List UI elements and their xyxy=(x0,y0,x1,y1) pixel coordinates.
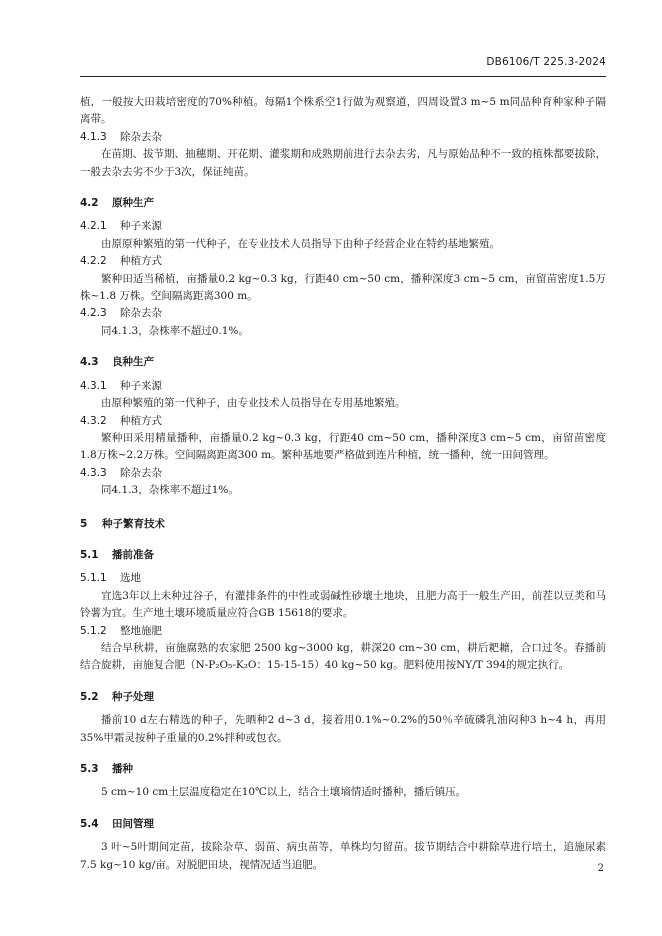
clause-body: 同4.1.3，杂株率不超过0.1%。 xyxy=(101,324,249,337)
clause-body: 宜选3年以上未种过谷子，有灌排条件的中性或弱碱性砂壤土地块，且肥力高于一般生产田，前茬以豆类和马铃薯为宜。生产地土壤环境质量应符合GB 15618的要求。 xyxy=(80,589,606,620)
clause-title: 种植方式 xyxy=(120,255,162,268)
chapter-5 xyxy=(80,516,606,533)
clause-body: 繁种田采用精量播种，亩播量0.2 kg~0.3 kg，行距40 cm~50 cm，播种深度3 cm~5 cm，亩留苗密度1.8万株~2.2万株。空间隔离距离300 m。繁种基地要严格做到连片种植，统一播种，统一田间管理。 xyxy=(80,431,606,462)
clause-4-2-3 xyxy=(80,305,606,322)
chapter-title: 种子繁育技术 xyxy=(102,517,165,530)
page-content xyxy=(80,94,606,874)
clause-4-1-3 xyxy=(80,129,606,146)
clause-5-1-2 xyxy=(80,623,606,640)
section-4-2 xyxy=(80,195,606,212)
document-code: DB6106/T 225.3-2024 xyxy=(486,56,606,68)
clause-title: 除杂去杂 xyxy=(120,307,162,320)
clause-number: 4.3.1 xyxy=(80,379,107,392)
section-number: 5.4 xyxy=(80,817,99,830)
clause-number: 4.3.2 xyxy=(80,414,107,427)
page-number: 2 xyxy=(597,863,604,874)
section-number: 5.3 xyxy=(80,763,99,775)
clause-number: 5.1.1 xyxy=(80,572,107,585)
section-body: 播前10 d左右精选的种子，先晒种2 d~3 d，接着用0.1%~0.2%的50％辛硫磷乳油闷种3 h~4 h，再用35%甲霜灵按种子重量的0.2%拌种或包衣。 xyxy=(80,714,606,744)
clause-4-3-2 xyxy=(80,413,606,430)
section-title: 播前准备 xyxy=(112,548,154,561)
section-5-1 xyxy=(80,547,606,564)
header-rule xyxy=(80,76,606,77)
clause-4-3-3 xyxy=(80,465,606,482)
section-number: 4.2 xyxy=(80,197,99,210)
clause-number: 4.2.3 xyxy=(80,307,107,320)
section-5-2 xyxy=(80,689,606,706)
section-title: 田间管理 xyxy=(112,817,154,830)
paragraph: 植，一般按大田栽培密度的70%种植。每隔1个株系空1行做为观察道，四周设置3 m~5 m同品种育种家种子隔离带。 xyxy=(80,96,606,126)
clause-body: 由原原种繁殖的第一代种子，在专业技术人员指导下由种子经营企业在特约基地繁殖。 xyxy=(101,237,500,250)
section-title: 良种生产 xyxy=(112,356,154,369)
section-5-3 xyxy=(80,761,606,778)
clause-title: 选地 xyxy=(120,572,141,585)
clause-4-2-2 xyxy=(80,253,606,270)
clause-number: 4.3.3 xyxy=(80,466,107,479)
clause-number: 4.2.1 xyxy=(80,220,107,233)
clause-number: 4.1.3 xyxy=(80,130,107,143)
section-title: 原种生产 xyxy=(112,197,154,210)
section-body: 5 cm~10 cm土层温度稳定在10℃以上，结合土壤墒情适时播种，播后镇压。 xyxy=(101,786,467,799)
section-4-3 xyxy=(80,354,606,371)
section-number: 5.2 xyxy=(80,690,99,703)
clause-body: 繁种田适当稀植，亩播量0.2 kg~0.3 kg，行距40 cm~50 cm，播种深度3 cm~5 cm，亩留苗密度1.5万株~1.8 万株。空间隔离距离300 m。 xyxy=(80,272,606,303)
clause-title: 除杂去杂 xyxy=(120,466,162,479)
section-body: 3 叶~5叶期间定苗，拔除杂草、弱苗、病虫苗等，单株均匀留苗。拔节期结合中耕除草进行培土，追施尿素7.5 kg~10 kg/亩。对脱肥田块，视情况适当追肥。 xyxy=(80,841,606,871)
clause-number: 5.1.2 xyxy=(80,624,107,637)
clause-body: 在苗期、拔节期、抽穗期、开花期、灌浆期和成熟期前进行去杂去劣，凡与原始品种不一致的植株都要拔除，一般去杂去劣不少于3次，保证纯苗。 xyxy=(80,148,606,178)
clause-4-2-1 xyxy=(80,218,606,235)
clause-title: 种子来源 xyxy=(120,379,162,392)
clause-4-3-1 xyxy=(80,378,606,395)
section-title: 种子处理 xyxy=(112,690,154,703)
section-5-4 xyxy=(80,816,606,833)
clause-number: 4.2.2 xyxy=(80,255,107,268)
clause-title: 除杂去杂 xyxy=(120,130,162,143)
clause-5-1-1 xyxy=(80,570,606,587)
clause-title: 整地施肥 xyxy=(120,624,162,637)
section-number: 5.1 xyxy=(80,548,99,561)
clause-title: 种植方式 xyxy=(120,414,162,427)
clause-body: 同4.1.3，杂株率不超过1%。 xyxy=(101,484,239,497)
clause-title: 种子来源 xyxy=(120,220,162,233)
clause-body: 结合早秋耕，亩施腐熟的农家肥 2500 kg~3000 kg，耕深20 cm~30 cm，耕后耙耱，合口过冬。春播前结合旋耕，亩施复合肥（N-P₂O₅-K₂O：15-15-15）40 kg~50 kg。肥料使用按NY/T 394的规定执行。 xyxy=(80,641,606,672)
section-title: 播种 xyxy=(112,763,133,775)
clause-body: 由原种繁殖的第一代种子，由专业技术人员指导在专用基地繁殖。 xyxy=(101,397,406,410)
chapter-number: 5 xyxy=(80,517,88,530)
section-number: 4.3 xyxy=(80,356,99,369)
